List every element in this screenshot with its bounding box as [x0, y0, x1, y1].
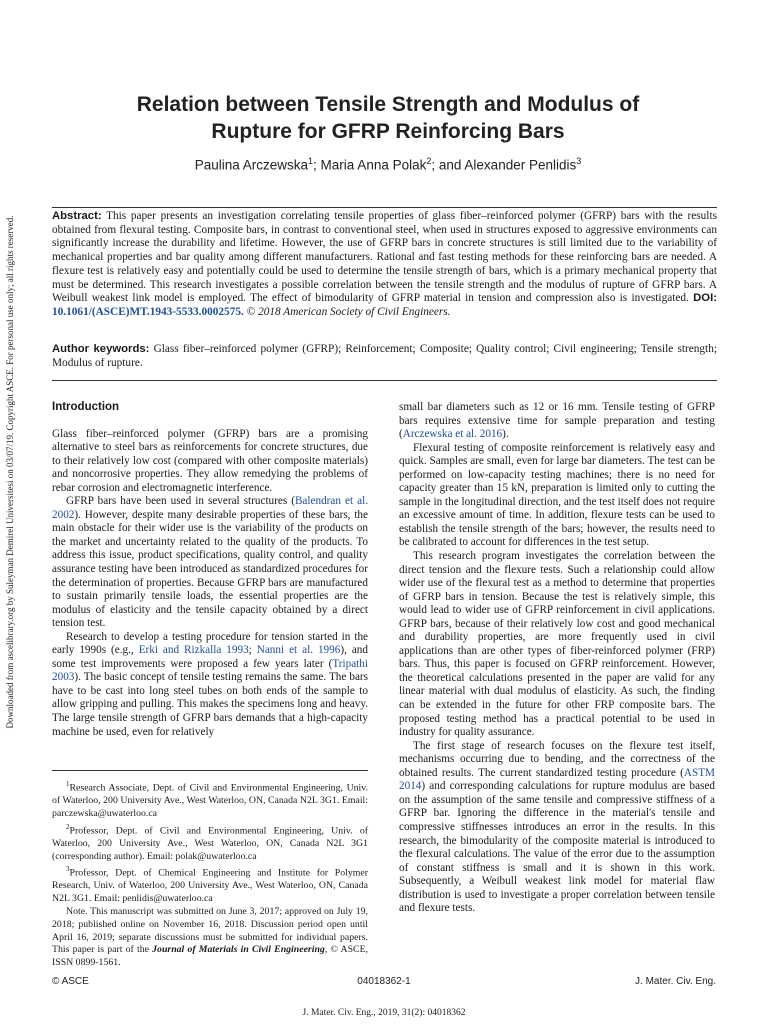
abstract [52, 210, 717, 320]
footer-journal: J. Mater. Civ. Eng. [635, 976, 716, 987]
keywords-text: Glass fiber–reinforced polymer (GFRP); Reinforcement; Composite; Quality control; Civil engineering; Tensile strength; Modulus of rupture. [52, 343, 717, 369]
intro-p2-text-a: GFRP bars have been used in several structures ( [66, 495, 295, 508]
note-text-b: , © ASCE, ISSN 0899-1561. [52, 944, 369, 969]
footnotes [52, 778, 368, 970]
author-3: ; and Alexander Penlidis [431, 157, 577, 173]
intro-p3-text-b: ), and some test improvements were proposed a few years later ( [52, 644, 368, 670]
footnote-3-text: Professor, Dept. of Chemical Engineering and Institute for Polymer Research, Univ. of Waterloo, 200 University Ave., West Waterloo, ON, Canada N2L 3G1. Email: penlidis@uwaterloo.ca [52, 867, 368, 905]
doi-link[interactable]: 10.1061/(ASCE)MT.1943-5533.0002575. [52, 305, 244, 318]
note-text-a: Note. This manuscript was submitted on June 3, 2017; approved on July 19, 2018; published online on November 16, 2018. Discussion period open until April 16, 2019; separate discussions must be submitted for individual papers. This paper is part of the [52, 905, 368, 956]
abstract-top-rule [52, 207, 717, 208]
paper-title-line-2: Rupture for GFRP Reinforcing Bars [211, 120, 565, 143]
download-notice-text: Downloaded from ascelibrary.org by Suleyman Demirel Universitesi on 03/07/19. Copyright ASCE. For personal use only; all rights reserved. [5, 215, 15, 729]
doi-label: DOI: [693, 292, 717, 305]
copyright-notice: © 2018 American Society of Civil Engineers. [246, 305, 451, 318]
footnote-2-mark: 2 [66, 822, 70, 831]
bottom-citation: J. Mater. Civ. Eng., 2019, 31(2): 04018362 [302, 1008, 466, 1018]
citation-link-erki[interactable]: Erki and Rizkalla 1993 [138, 644, 249, 657]
author-1-affiliation-mark: 1 [308, 156, 314, 166]
author-keywords [52, 342, 717, 370]
author-list [60, 156, 716, 173]
author-2: ; Maria Anna Polak [313, 157, 427, 173]
citation-link-nanni[interactable]: Nanni et al. 1996 [256, 644, 341, 657]
right-paragraph-1: Flexural testing of composite reinforcement is relatively easy and quick. Samples are small, even for large bar diameters. The test can be performed on low-capacity testing machines; there is no need for capacity greater than 15 kN, preparation is limited only to cutting the sample in the longitudinal direction, and the test itself does not require an excessive amount of time. In addition, flexure tests can be used to establish the tensile strength of the bars; however, the results need to be calibrated to account for differences in the test setup. [399, 441, 715, 549]
citation-link-astm[interactable]: ASTM 2014 [399, 766, 715, 793]
right-paragraph-0 [399, 401, 715, 442]
citation-link-arczewska[interactable]: Arczewska et al. 2016 [402, 428, 503, 441]
abstract-label: Abstract: [52, 210, 102, 222]
footnote-3-mark: 3 [66, 865, 70, 874]
right-p0-text-a: small bar diameters such as 12 or 16 mm. Tensile testing of GFRP bars requires extensive time for sample preparation and testing ( [399, 401, 715, 441]
right-p3-text-a: The first stage of research focuses on the flexure test itself, mechanisms occurring due to bending, and the correctness of the obtained results. The current standardized testing procedure ( [399, 739, 715, 779]
author-2-affiliation-mark: 2 [426, 156, 432, 166]
abstract-text: This paper presents an investigation correlating tensile properties of glass fiber–reinforced polymer (GFRP) bars with the results obtained from flexural testing. Composite bars, in contrast to conventional steel, when used in structures exposed to aggressive environments can significantly increase the durability and lifetime. However, the use of GFRP bars in concrete structures is still limited due to the variability of mechanical properties and bar quality among different manufacturers. Rational and fast testing methods for these reinforcing bars are needed. A flexure test is relatively easy and potentially could be used to determine the tensile strength of bars, which is a primary mechanical property that must be determined. This research investigates a possible correlation between the tensile strength and the modulus of rupture of GFRP bars. A Weibull weakest link model is employed. The effect of bimodularity of GFRP material in tension and compression also is investigated. [52, 210, 717, 305]
footnote-rule [52, 770, 368, 771]
paper-title-line-1: Relation between Tensile Strength and Modulus of [136, 93, 640, 116]
intro-paragraph-1: Glass fiber–reinforced polymer (GFRP) bars are a promising alternative to steel bars as reinforcements for concrete structures, due to their relatively low cost (compared with other composite materials) and noncorrosive properties. They allow remedying the problems of rebar corrosion and electromagnetic interference. [52, 427, 368, 494]
right-paragraph-2: This research program investigates the correlation between the direct tension and the flexure tests. Such a relationship could allow wider use of the flexural test as a method to determine that properties of GFRP bars in tension. Because the test is relatively simple, this would lead to wider use of GFRP reinforcement in civil applications. GFRP bars, because of their relatively low cost and good mechanical and durability properties, are more frequently used in civil applications than are other types of fiber-reinforced polymer (FRP) bars. Thus, this paper is focused on GFRP reinforcement. However, the theoretical calculations presented in the paper are valid for any linear material with dual modulus of elasticity. As such, the finding can be extended in the future for other FRP composite bars. The proposed testing method has a practical potential to be used in industry for quality assurance. [399, 550, 715, 739]
right-p0-text-b: ). [502, 428, 509, 441]
footnote-2 [52, 821, 368, 864]
citation-link-tripathi[interactable]: Tripathi 2003 [52, 657, 368, 684]
footnote-3 [52, 863, 368, 906]
right-p3-text-b: ) and corresponding calculations for rupture modulus are based on the assumption of the same tensile and compressive stiffness of a GFRP bar. Ignoring the difference in the material's tensile and compressive stiffnesses introduces an error in the results. In this research, the bimodularity of the composite material is introduced to the flexural calculations. The value of the error due to the assumption of constant stiffness is small and it is shown in this work. Subsequently, a Weibull weakest link model for material flaw distribution is used to investigate a proper correlation between tensile and flexure tests. [399, 780, 715, 915]
intro-p3-sep: ; [248, 644, 257, 657]
right-column [399, 401, 715, 916]
intro-paragraph-2 [52, 495, 368, 630]
keywords-label: Author keywords: [52, 343, 150, 355]
footnote-2-text: Professor, Dept. of Civil and Environmental Engineering, Univ. of Waterloo, 200 University Ave., West Waterloo, ON, Canada N2L 3G1 (corresponding author). Email: polak@uwaterloo.ca [52, 824, 368, 862]
footnote-1-text: Research Associate, Dept. of Civil and Environmental Engineering, Univ. of Waterloo, 200 University Ave., West Waterloo, ON, Canada N2L 3G1. Email: parczewska@uwaterloo.ca [52, 782, 368, 819]
footer-page-id: 04018362-1 [357, 976, 411, 987]
left-column [52, 398, 368, 739]
author-3-affiliation-mark: 3 [576, 156, 582, 166]
intro-p3-text-a: Research to develop a testing procedure for tension started in the early 1990s (e.g., [52, 630, 368, 657]
paper-title [60, 91, 716, 145]
submission-note [52, 906, 368, 970]
journal-name: Journal of Materials in Civil Engineering [152, 944, 325, 956]
download-notice-sidebar [4, 212, 16, 732]
keywords-bottom-rule [52, 380, 717, 381]
footnote-1 [52, 778, 368, 821]
right-paragraph-3 [399, 740, 715, 916]
intro-paragraph-3 [52, 631, 368, 739]
footnote-1-mark: 1 [66, 780, 70, 788]
intro-p2-text-b: ). However, despite many desirable properties of these bars, the main obstacle for their wider use is the variability of the products on the market and uncertainty related to the quality of the products. To address this issue, product specifications, quality control, and quality assurance testing have been introduced as standardized procedures for the determination of properties. Because GFRP bars are manufactured to sustain primarily tensile loads, the essential properties are the modulus of elasticity and the tensile capacity obtained by a direct tension test. [52, 508, 368, 630]
footer-left: © ASCE [52, 976, 89, 987]
intro-p3-text-c: ). The basic concept of tensile testing remains the same. The bars have to be cast into long steel tubes on both ends of the sample to allow gripping and pulling. This makes the specimens long and heavy. The large tensile strength of GFRP bars demands that a high-capacity machine be used, even for relatively [52, 671, 368, 738]
section-heading-introduction: Introduction [52, 401, 120, 413]
author-1: Paulina Arczewska [194, 157, 309, 173]
citation-link-balendran[interactable]: Balendran et al. 2002 [52, 495, 368, 521]
